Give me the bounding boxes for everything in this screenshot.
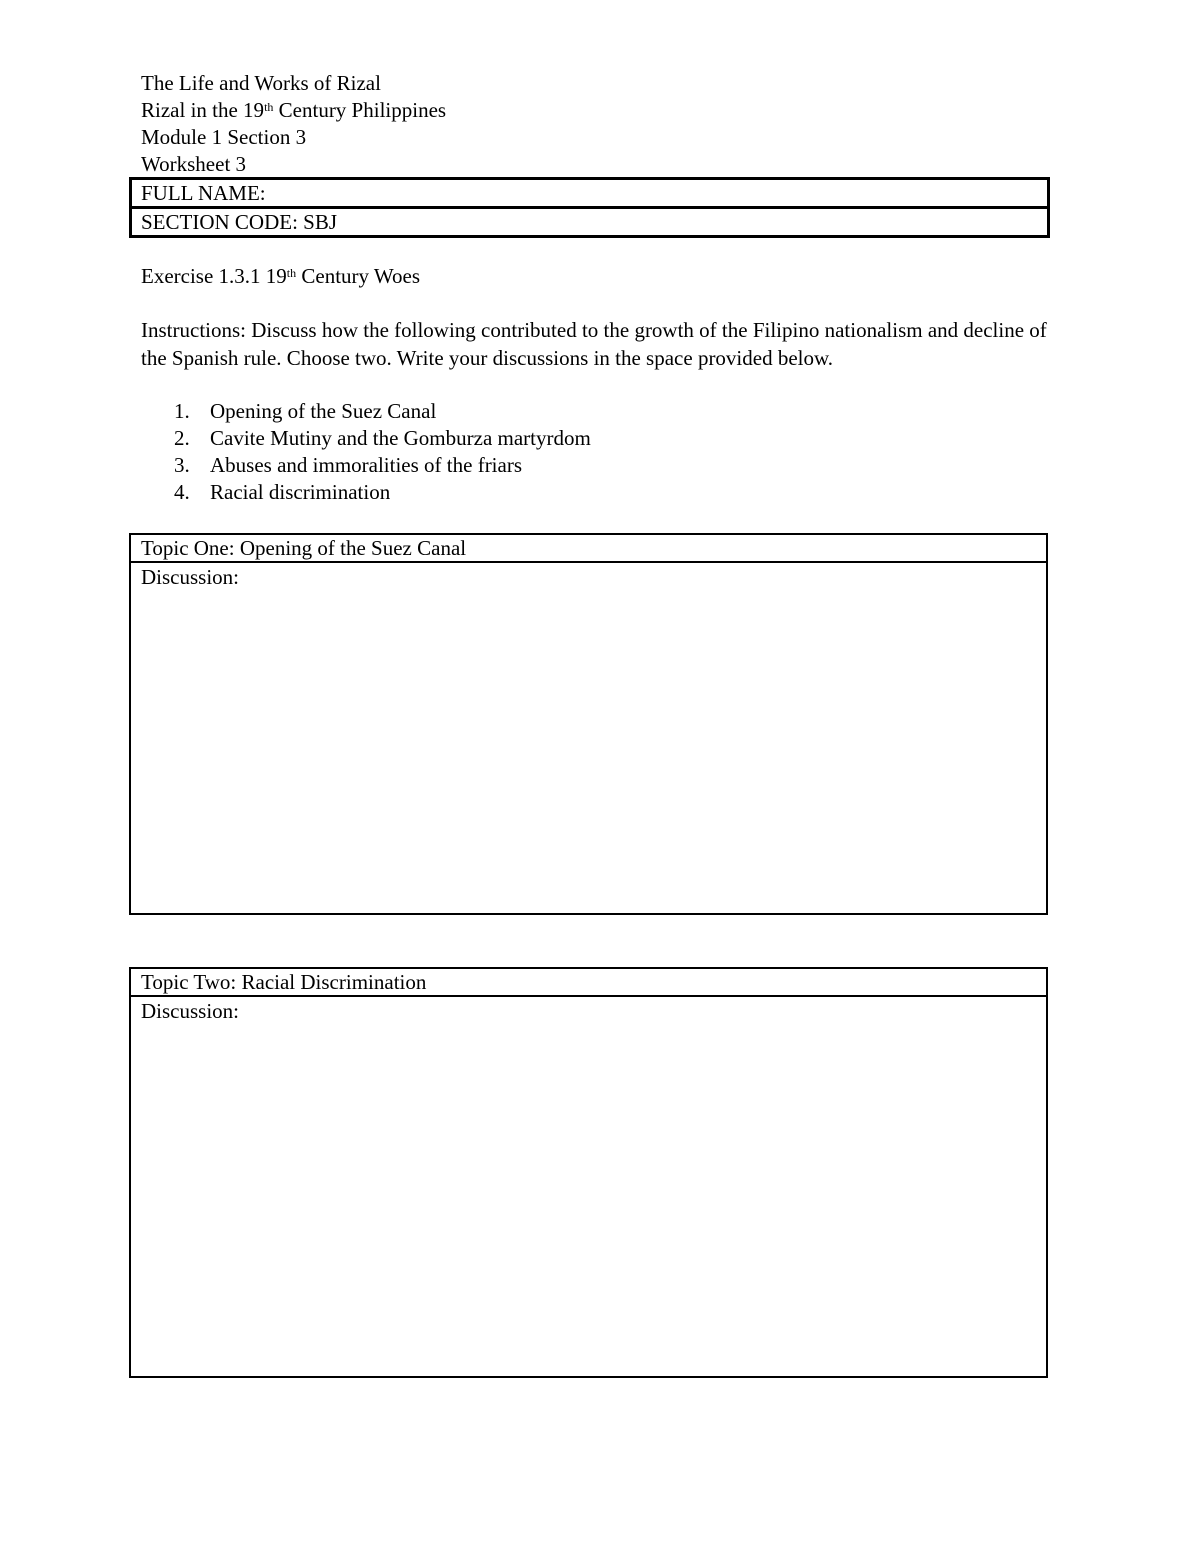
lesson-title bbox=[141, 97, 446, 124]
choices-list bbox=[141, 398, 591, 506]
topic-two-box bbox=[129, 967, 1048, 1378]
module-label: Module 1 Section 3 bbox=[141, 125, 307, 149]
course-title: The Life and Works of Rizal bbox=[141, 71, 381, 95]
exercise-title-pre: Exercise 1.3.1 19 bbox=[141, 264, 287, 288]
list-item bbox=[141, 479, 591, 506]
student-info-table bbox=[129, 177, 1050, 238]
list-item-text: Abuses and immoralities of the friars bbox=[210, 453, 523, 477]
list-item-number: 1. bbox=[174, 399, 190, 423]
full-name-field[interactable]: FULL NAME: bbox=[141, 181, 266, 205]
exercise-title bbox=[141, 263, 420, 290]
list-item bbox=[141, 452, 591, 479]
worksheet-label: Worksheet 3 bbox=[141, 152, 247, 176]
topic-two-title: Topic Two: Racial Discrimination bbox=[131, 969, 1046, 997]
list-item-number: 3. bbox=[174, 453, 190, 477]
document-header bbox=[141, 70, 446, 178]
list-item-text: Opening of the Suez Canal bbox=[210, 399, 437, 423]
lesson-title-ordinal: th bbox=[264, 100, 274, 114]
topic-one-title: Topic One: Opening of the Suez Canal bbox=[131, 535, 1046, 563]
topic-two-discussion-area[interactable]: Discussion: bbox=[141, 999, 240, 1023]
list-item bbox=[141, 425, 591, 452]
exercise-title-ordinal: th bbox=[286, 266, 297, 280]
instructions-text: Instructions: Discuss how the following contributed to the growth of the Filipino nationalism and decline of the Spanish rule. Choose two. Write your discussions in the space provided below. bbox=[141, 318, 1047, 370]
list-item bbox=[141, 398, 591, 425]
topic-one-box bbox=[129, 533, 1048, 915]
lesson-title-post: Century Philippines bbox=[273, 98, 447, 122]
topic-one-discussion-area[interactable]: Discussion: bbox=[141, 565, 240, 589]
lesson-title-pre: Rizal in the 19 bbox=[141, 98, 265, 122]
list-item-text: Racial discrimination bbox=[210, 480, 391, 504]
list-item-number: 4. bbox=[174, 480, 190, 504]
section-code-field[interactable]: SECTION CODE: SBJ bbox=[132, 206, 1047, 235]
list-item-text: Cavite Mutiny and the Gomburza martyrdom bbox=[210, 426, 591, 450]
list-item-number: 2. bbox=[174, 426, 190, 450]
exercise-title-post: Century Woes bbox=[296, 264, 421, 288]
